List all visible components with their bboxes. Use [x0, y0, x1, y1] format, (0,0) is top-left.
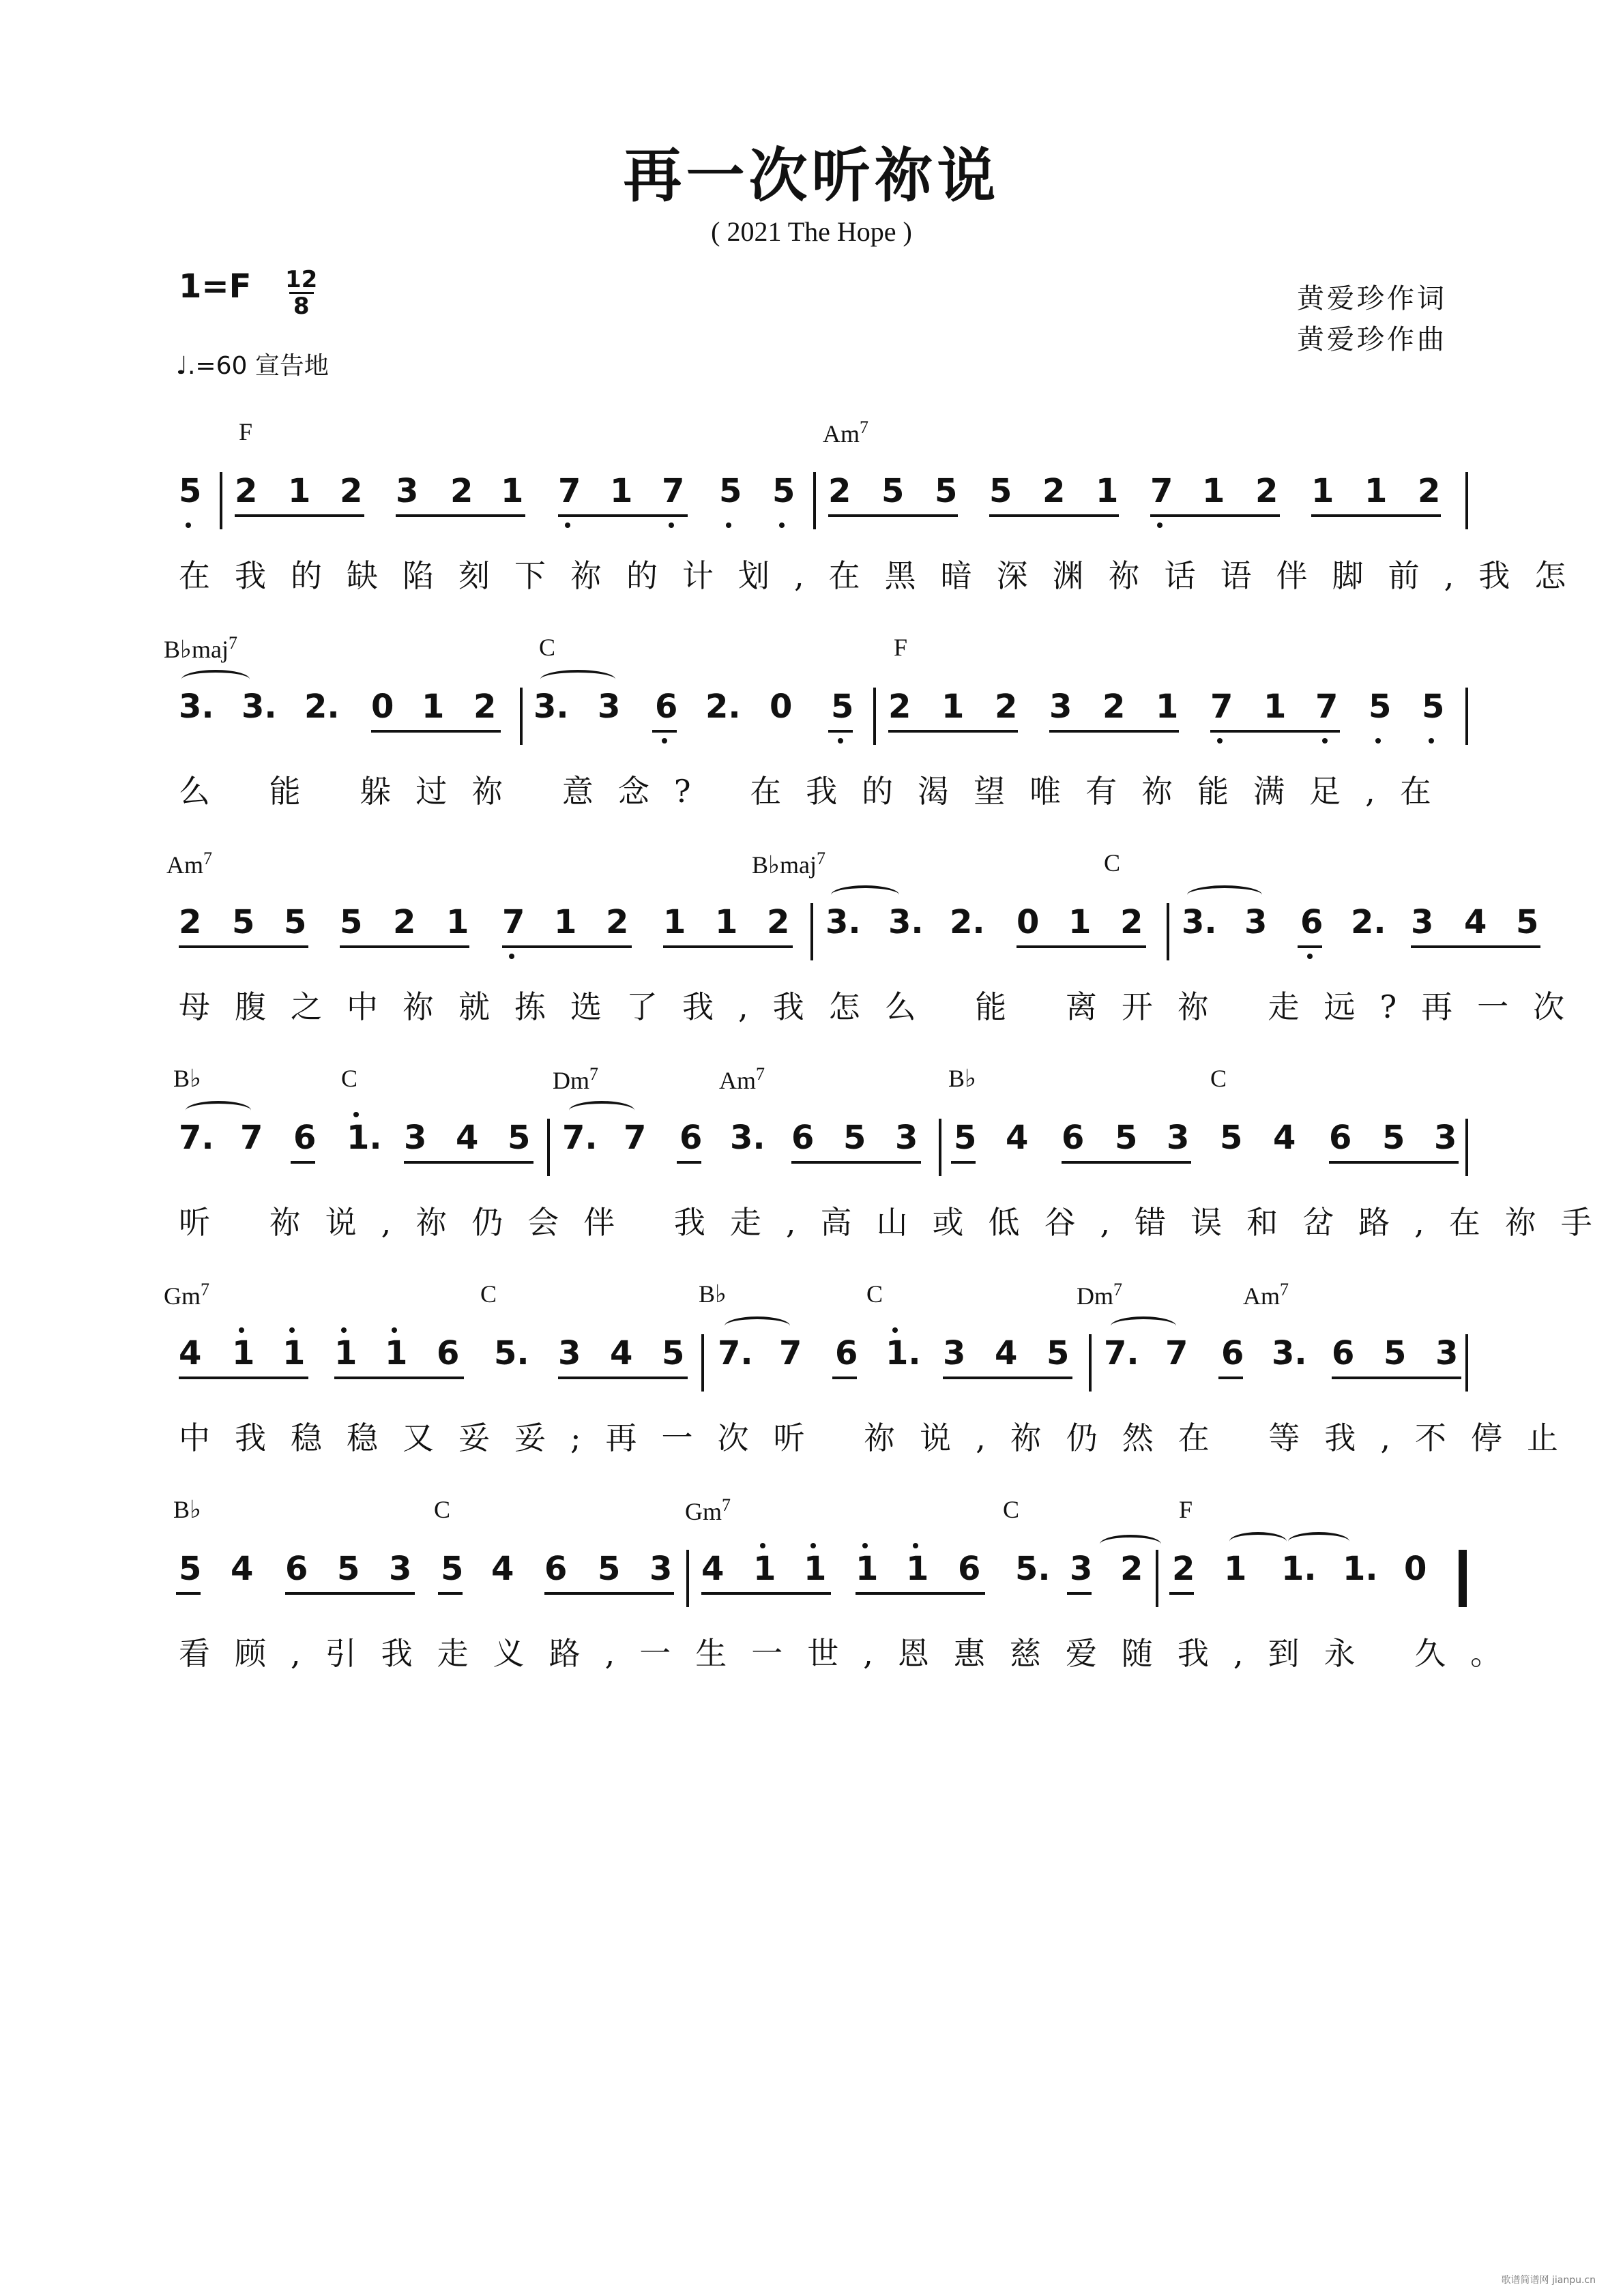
note: 6 — [293, 1119, 317, 1157]
note: 3. — [1272, 1334, 1307, 1372]
barline — [1089, 1334, 1092, 1392]
octave-dot — [509, 954, 514, 959]
note: 5 — [1220, 1119, 1243, 1157]
octave-dot — [726, 523, 731, 528]
note: 4 — [995, 1334, 1018, 1372]
note: 2 — [606, 903, 629, 941]
note: 7 — [1210, 688, 1233, 726]
note: 5 — [179, 472, 202, 510]
chord-label: C — [539, 634, 556, 661]
chord-label: Gm$^7$ — [685, 1495, 731, 1525]
chord-label: F — [1179, 1496, 1193, 1523]
note: 1 — [1068, 903, 1092, 941]
beam — [951, 1161, 976, 1164]
note: 5 — [772, 472, 795, 510]
beam — [1150, 514, 1280, 517]
octave-dot — [1429, 738, 1434, 744]
tie-arc — [1229, 1532, 1287, 1551]
beam — [371, 730, 501, 733]
note: 3 — [404, 1119, 427, 1157]
staff-system-2 — [0, 633, 1623, 838]
note: 2 — [1102, 688, 1126, 726]
chord-label: B♭maj$^7$ — [164, 633, 237, 663]
tie-arc — [1111, 1316, 1176, 1336]
note: 6 — [544, 1550, 568, 1588]
note: 7 — [240, 1119, 263, 1157]
note: 6 — [285, 1550, 308, 1588]
octave-dot — [810, 1543, 816, 1548]
chord-label: B♭ — [173, 1496, 201, 1523]
octave-dot — [669, 523, 674, 528]
staff-system-3 — [0, 849, 1623, 1053]
tie-arc — [1288, 1532, 1349, 1551]
tie-arc — [1187, 885, 1262, 904]
note: 3 — [1434, 1119, 1457, 1157]
note: 3 — [389, 1550, 412, 1588]
note: 1 — [1311, 472, 1334, 510]
note: 4 — [491, 1550, 514, 1588]
key-signature: 1=F — [179, 267, 252, 306]
beam — [334, 1377, 464, 1379]
octave-dot — [913, 1543, 918, 1548]
note: 7 — [502, 903, 525, 941]
barline — [686, 1550, 689, 1607]
staff-system-6 — [0, 1495, 1623, 1700]
chord-label: F — [894, 634, 908, 661]
beam — [176, 1592, 201, 1595]
tie-arc — [569, 1101, 634, 1120]
note: 6 — [655, 688, 678, 726]
time-denominator: 8 — [293, 293, 310, 320]
octave-dot — [353, 1112, 359, 1117]
beam — [1017, 945, 1146, 948]
note: 1 — [610, 472, 633, 510]
beam — [235, 514, 364, 517]
note: 1 — [1202, 472, 1225, 510]
beam — [179, 1377, 308, 1379]
octave-dot — [760, 1543, 765, 1548]
beam — [1332, 1377, 1461, 1379]
staff-system-1 — [0, 417, 1623, 622]
beam — [179, 945, 308, 948]
beam — [701, 1592, 831, 1595]
barline — [701, 1334, 704, 1392]
note: 4 — [1006, 1119, 1029, 1157]
beam — [663, 945, 793, 948]
notation-row — [179, 903, 1539, 971]
note: 3. — [179, 688, 214, 726]
note: 2 — [995, 688, 1018, 726]
barline — [547, 1119, 550, 1176]
note: 5 — [284, 903, 307, 941]
note: 1 — [906, 1550, 929, 1588]
chord-label: C — [341, 1065, 358, 1092]
chord-label: Am$^7$ — [1243, 1280, 1289, 1310]
note: 4 — [1273, 1119, 1296, 1157]
lyrics-line: 母腹之中祢就拣选了我,我怎么 能 离开祢 走远?再一次 — [179, 988, 1590, 1025]
note: 3 — [1411, 903, 1434, 941]
octave-dot — [862, 1543, 868, 1548]
note: 1 — [1156, 688, 1179, 726]
octave-dot — [565, 523, 570, 528]
note: 1 — [1364, 472, 1388, 510]
note: 7. — [1104, 1334, 1139, 1372]
note: 6 — [679, 1119, 703, 1157]
note: 1 — [288, 472, 311, 510]
barline — [1167, 903, 1169, 960]
barline — [873, 688, 876, 745]
chord-label: B♭ — [948, 1065, 976, 1092]
beam — [1210, 730, 1340, 733]
beam — [340, 945, 469, 948]
note: 3. — [533, 688, 569, 726]
chord-label: Dm$^7$ — [553, 1064, 598, 1094]
octave-dot — [1375, 738, 1381, 744]
note: 1 — [554, 903, 577, 941]
note: 6 — [1300, 903, 1324, 941]
note: 5 — [954, 1119, 977, 1157]
note: 5 — [1384, 1334, 1407, 1372]
beam — [828, 514, 958, 517]
beam — [1062, 1161, 1191, 1164]
time-numerator: 12 — [285, 266, 318, 293]
chord-label: C — [434, 1496, 451, 1523]
note: 0 — [1404, 1550, 1427, 1588]
tie-arc — [186, 1101, 251, 1120]
note: 1 — [422, 688, 445, 726]
barline — [813, 472, 816, 529]
beam — [1329, 1161, 1459, 1164]
chord-label: C — [1104, 849, 1121, 877]
note: 5 — [843, 1119, 866, 1157]
octave-dot — [289, 1327, 295, 1333]
note: 2 — [767, 903, 790, 941]
note: 7 — [1315, 688, 1339, 726]
note: 2. — [705, 688, 741, 726]
beam — [396, 514, 525, 517]
note: 1 — [663, 903, 686, 941]
note: 7. — [718, 1334, 753, 1372]
octave-dot — [341, 1327, 347, 1333]
note: 3 — [895, 1119, 918, 1157]
note: 5 — [340, 903, 363, 941]
note: 3 — [558, 1334, 581, 1372]
notation-row — [179, 472, 1471, 540]
barline — [220, 472, 222, 529]
octave-dot — [838, 738, 843, 744]
note: 2 — [888, 688, 911, 726]
notation-row — [179, 1550, 1471, 1618]
note: 5 — [508, 1119, 531, 1157]
note: 1 — [232, 1334, 255, 1372]
note: 0 — [371, 688, 394, 726]
note: 2 — [235, 472, 258, 510]
beam — [558, 514, 688, 517]
note: 1. — [1343, 1550, 1378, 1588]
octave-dot — [1307, 954, 1313, 959]
note: 4 — [1464, 903, 1487, 941]
watermark: 歌谱简谱网 jianpu.cn — [1501, 2275, 1596, 2286]
note: 2 — [340, 472, 363, 510]
note: 5 — [441, 1550, 464, 1588]
beam — [1049, 730, 1179, 733]
note: 5 — [1382, 1119, 1405, 1157]
beam — [1411, 945, 1540, 948]
note: 5 — [831, 688, 854, 726]
note: 7 — [1165, 1334, 1188, 1372]
chord-label: B♭ — [699, 1280, 727, 1308]
note: 4 — [610, 1334, 633, 1372]
note: 6 — [1062, 1119, 1085, 1157]
note: 5 — [989, 472, 1012, 510]
chord-label: C — [1210, 1065, 1227, 1092]
tie-arc — [540, 670, 615, 689]
lyrics-line: 听 祢说,祢仍会伴 我走,高山或低谷,错误和岔路,在祢手 — [179, 1204, 1617, 1241]
note: 3 — [598, 688, 621, 726]
beam — [404, 1161, 533, 1164]
note: 2 — [1042, 472, 1066, 510]
note: 1 — [856, 1550, 879, 1588]
chord-label: B♭ — [173, 1065, 201, 1092]
notation-row — [179, 1334, 1471, 1402]
lyrics-line: 中我稳稳又妥妥;再一次听 祢说,祢仍然在 等我,不停止 — [179, 1419, 1583, 1456]
note: 1 — [446, 903, 469, 941]
note: 3 — [396, 472, 419, 510]
note: 6 — [1332, 1334, 1355, 1372]
note: 2 — [1418, 472, 1441, 510]
note: 3 — [649, 1550, 673, 1588]
note: 7 — [1150, 472, 1173, 510]
chord-label: Gm$^7$ — [164, 1280, 209, 1310]
beam — [291, 1161, 315, 1164]
octave-dot — [892, 1327, 898, 1333]
note: 1 — [941, 688, 965, 726]
beam — [1298, 945, 1322, 948]
note: 2 — [1172, 1550, 1195, 1588]
note: 6 — [1329, 1119, 1352, 1157]
note: 3. — [825, 903, 861, 941]
note: 1 — [501, 472, 524, 510]
tie-arc — [181, 670, 250, 689]
chord-label: C — [480, 1280, 497, 1308]
beam — [652, 730, 677, 733]
lyrics-line: 么 能 躲过祢 意念? 在我的渴望唯有祢能满足,在 — [179, 773, 1456, 810]
note: 3. — [1182, 903, 1217, 941]
beam — [791, 1161, 921, 1164]
beam — [558, 1377, 688, 1379]
note: 5 — [881, 472, 905, 510]
lyrics-line: 看顾,引我走义路,一生一世,恩惠慈爱随我,到永 久。 — [179, 1635, 1527, 1672]
note: 7 — [558, 472, 581, 510]
barline — [939, 1119, 941, 1176]
note: 5 — [598, 1550, 621, 1588]
tie-arc — [1100, 1535, 1161, 1554]
notation-row — [179, 688, 1471, 756]
tie-arc — [831, 885, 899, 904]
note: 1 — [715, 903, 738, 941]
note: 5 — [662, 1334, 685, 1372]
note: 1 — [282, 1334, 306, 1372]
note: 2 — [450, 472, 473, 510]
note: 6 — [791, 1119, 815, 1157]
staff-system-4 — [0, 1064, 1623, 1269]
note: 1 — [385, 1334, 408, 1372]
note: 3 — [1435, 1334, 1459, 1372]
beam — [285, 1592, 415, 1595]
octave-dot — [1322, 738, 1328, 744]
note: 3 — [1070, 1550, 1093, 1588]
note: 2. — [304, 688, 340, 726]
note: 7 — [662, 472, 685, 510]
note: 1 — [804, 1550, 827, 1588]
note: 6 — [835, 1334, 858, 1372]
note: 7. — [179, 1119, 214, 1157]
song-subtitle: ( 2021 The Hope ) — [711, 216, 912, 247]
octave-dot — [779, 523, 785, 528]
note: 5. — [1015, 1550, 1051, 1588]
note: 7 — [779, 1334, 802, 1372]
note: 2. — [950, 903, 985, 941]
note: 4 — [179, 1334, 202, 1372]
note: 2 — [1255, 472, 1278, 510]
chord-label: Dm$^7$ — [1077, 1280, 1122, 1310]
beam — [502, 945, 632, 948]
chord-label: F — [239, 418, 253, 445]
beam — [832, 1377, 857, 1379]
barline — [1465, 1119, 1468, 1176]
time-signature — [285, 267, 317, 319]
octave-dot — [1157, 523, 1163, 528]
note: 1 — [334, 1334, 357, 1372]
beam — [438, 1592, 463, 1595]
note: 3 — [1167, 1119, 1190, 1157]
beam — [943, 1377, 1072, 1379]
note: 7. — [562, 1119, 598, 1157]
note: 5 — [1516, 903, 1539, 941]
barline — [1465, 688, 1468, 745]
beam — [1169, 1592, 1194, 1595]
tempo-marking: ♩.=60 宣告地 — [176, 352, 329, 380]
chord-label: Am$^7$ — [823, 417, 868, 447]
note: 4 — [456, 1119, 479, 1157]
note: 1. — [1281, 1550, 1317, 1588]
note: 3 — [1049, 688, 1072, 726]
chord-label: B♭maj$^7$ — [752, 849, 825, 879]
song-title: 再一次听祢说 — [623, 141, 1000, 210]
barline — [810, 903, 813, 960]
note: 1. — [886, 1334, 921, 1372]
beam — [888, 730, 1018, 733]
beam — [544, 1592, 674, 1595]
note: 4 — [231, 1550, 254, 1588]
note: 2 — [393, 903, 416, 941]
note: 5 — [1369, 688, 1392, 726]
note: 1 — [1096, 472, 1119, 510]
note: 4 — [701, 1550, 725, 1588]
beam — [989, 514, 1119, 517]
note: 2. — [1351, 903, 1386, 941]
barline — [520, 688, 523, 745]
note: 7 — [624, 1119, 647, 1157]
note: 5 — [232, 903, 255, 941]
note: 3. — [888, 903, 924, 941]
note: 3. — [242, 688, 277, 726]
barline — [1156, 1550, 1158, 1607]
chord-label: C — [866, 1280, 883, 1308]
composer-credit: 黄爱珍作曲 — [1297, 324, 1447, 355]
chord-label: C — [1003, 1496, 1020, 1523]
note: 6 — [958, 1550, 981, 1588]
note: 1. — [347, 1119, 382, 1157]
note: 5 — [1115, 1119, 1138, 1157]
note: 3. — [730, 1119, 765, 1157]
note: 2 — [1120, 1550, 1143, 1588]
beam — [856, 1592, 985, 1595]
note: 6 — [437, 1334, 460, 1372]
note: 3 — [943, 1334, 966, 1372]
note: 5 — [1047, 1334, 1070, 1372]
beam — [1311, 514, 1441, 517]
lyrics-line: 在我的缺陷刻下祢的计划,在黑暗深渊祢话语伴脚前,我怎 — [179, 557, 1591, 594]
note: 0 — [1017, 903, 1040, 941]
lyricist-credit: 黄爱珍作词 — [1297, 283, 1447, 314]
octave-dot — [392, 1327, 397, 1333]
note: 5 — [337, 1550, 360, 1588]
note: 6 — [1221, 1334, 1244, 1372]
note: 5 — [179, 1550, 202, 1588]
octave-dot — [662, 738, 667, 744]
beam — [1218, 1377, 1243, 1379]
octave-dot — [186, 523, 191, 528]
barline — [1465, 1334, 1468, 1392]
note: 5 — [935, 472, 958, 510]
note: 2 — [1120, 903, 1143, 941]
tie-arc — [725, 1316, 790, 1336]
octave-dot — [1217, 738, 1223, 744]
note: 5 — [1422, 688, 1445, 726]
note: 5 — [719, 472, 742, 510]
note: 0 — [770, 688, 793, 726]
beam — [1067, 1592, 1092, 1595]
staff-system-5 — [0, 1280, 1623, 1484]
chord-label: Am$^7$ — [166, 849, 212, 879]
note: 1 — [753, 1550, 776, 1588]
note: 1 — [1263, 688, 1287, 726]
note: 5. — [494, 1334, 529, 1372]
beam — [677, 1161, 701, 1164]
note: 1 — [1224, 1550, 1247, 1588]
barline — [1465, 472, 1468, 529]
beam — [828, 730, 853, 733]
note: 2 — [828, 472, 851, 510]
chord-label: Am$^7$ — [719, 1064, 765, 1094]
note: 3 — [1244, 903, 1268, 941]
final-barline — [1459, 1550, 1467, 1607]
notation-row — [179, 1119, 1471, 1187]
octave-dot — [239, 1327, 244, 1333]
note: 2 — [473, 688, 497, 726]
note: 2 — [179, 903, 202, 941]
